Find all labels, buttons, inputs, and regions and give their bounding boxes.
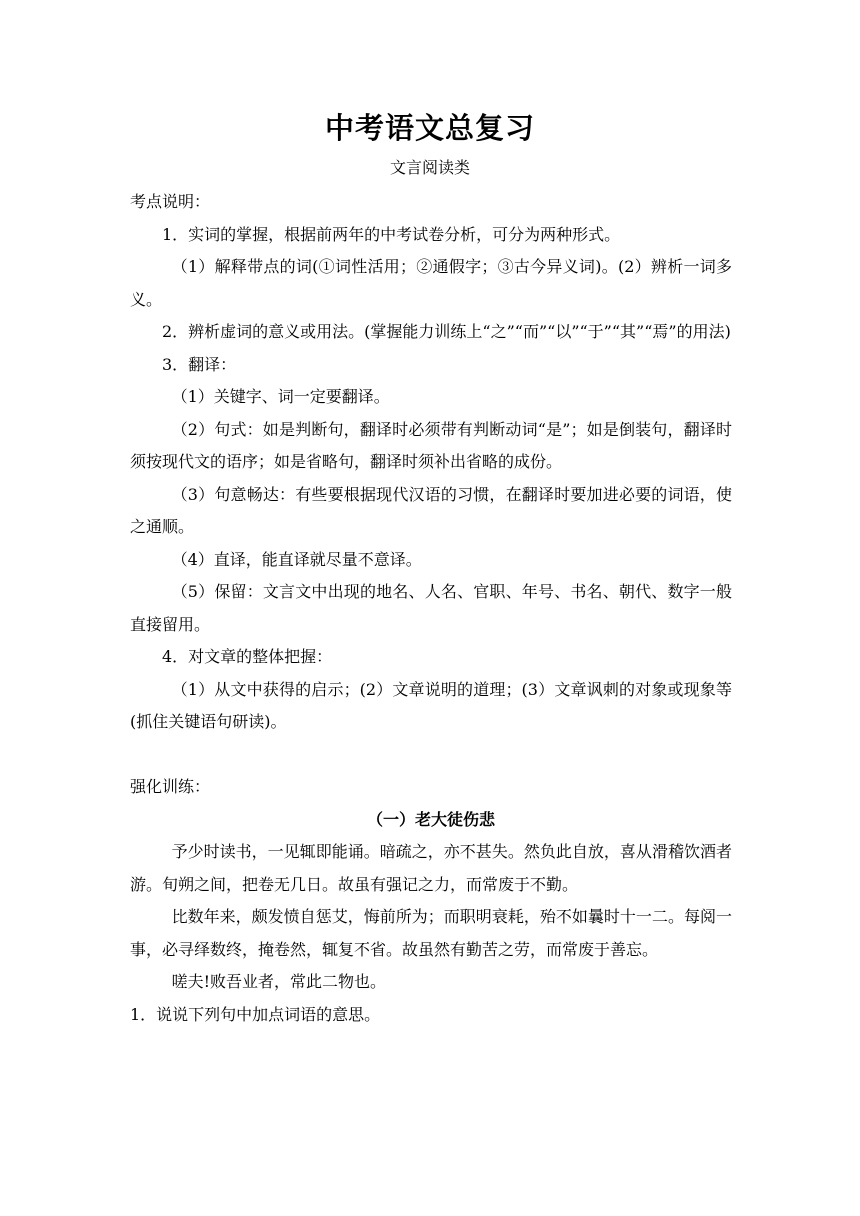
exam-point-3: 3．翻译： (162, 354, 237, 374)
exam-point-3-item-4: （4）直译，能直译就尽量不意译。 (171, 549, 422, 569)
blank-line (130, 739, 732, 772)
passage-paragraph-2: 比数年来，颇发愤自惩艾，悔前所为；而职明衰耗，殆不如曩时十一二。每阅一事，必寻绎数终，掩卷然，辄复不省。故虽然有勤苦之劳，而常废于善忘。 (130, 907, 732, 959)
exam-point-1-detail: （1）解释带点的词(①词性活用；②通假字；③古今异义词)。(2）辨析一词多义。 (130, 257, 732, 309)
document-title: 中考语文总复习 (324, 111, 535, 145)
exam-point-2: 2．辨析虚词的意义或用法。(掌握能力训练上“之”“而”“以”“于”“其”“焉”的用法) (162, 322, 731, 341)
passage-paragraph-3: 嗟夫!败吾业者，常此二物也。 (171, 972, 387, 991)
document-body (130, 186, 732, 1031)
section-heading-exam-points: 考点说明： (130, 192, 211, 211)
passage-title: （一）老大徒伤悲 (366, 809, 495, 829)
exam-point-4: 4．对文章的整体把握： (162, 647, 333, 666)
exam-point-4-detail: （1）从文中获得的启示；(2）文章说明的道理；(3）文章讽刺的对象或现象等(抓住关键语句研读)。 (130, 679, 732, 731)
exam-point-3-item-1: （1）关键字、词一定要翻译。 (171, 387, 390, 406)
exam-point-3-item-3: （3）句意畅达：有些要根据现代汉语的习惯，在翻译时要加进必要的词语，使之通顺。 (130, 484, 732, 536)
exam-point-3-item-2: （2）句式：如是判断句，翻译时必须带有判断动词“是”；如是倒装句，翻译时须按现代文的语序；如是省略句，翻译时须补出省略的成份。 (130, 419, 732, 471)
exam-point-1: 1．实词的掌握，根据前两年的中考试卷分析，可分为两种形式。 (162, 224, 621, 244)
passage-paragraph-1: 予少时读书，一见辄即能诵。暗疏之，亦不甚失。然负此自放，喜从滑稽饮酒者游。旬朔之间，把卷无几日。故虽有强记之力，而常废于不勤。 (130, 842, 732, 894)
section-heading-practice: 强化训练： (130, 777, 211, 796)
exam-point-3-item-5: （5）保留：文言文中出现的地名、人名、官职、年号、书名、朝代、数字一般直接留用。 (130, 582, 732, 634)
document-subtitle: 文言阅读类 (389, 158, 470, 177)
question-1: 1．说说下列句中加点词语的意思。 (130, 1004, 381, 1024)
